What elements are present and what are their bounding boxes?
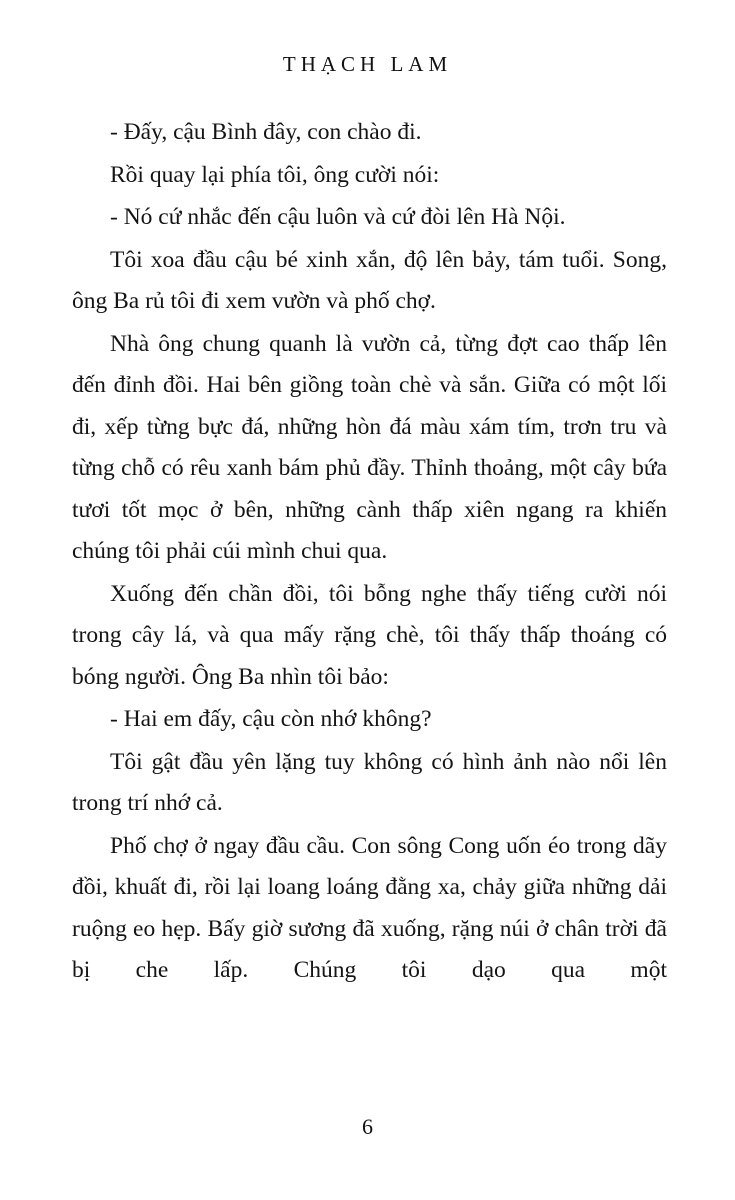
paragraph: Xuống đến chần đồi, tôi bỗng nghe thấy tiếng cười nói trong cây lá, và qua mấy rặng chè, tôi thấy thấp thoáng có bóng người. Ông Ba nhìn tôi bảo: [72, 580, 667, 690]
paragraph: Rồi quay lại phía tôi, ông cười nói: [110, 161, 440, 188]
paragraph: Tôi gật đầu yên lặng tuy không có hình ảnh nào nổi lên trong trí nhớ cả. [72, 748, 667, 816]
paragraph: Nhà ông chung quanh là vườn cả, từng đợt cao thấp lên đến đỉnh đồi. Hai bên giồng toàn chè và sắn. Giữa có một lối đi, xếp từng bực đá, những hòn đá màu xám tím, trơn tru và từng chỗ có rêu xanh bám phủ đầy. Thỉnh thoảng, một cây bứa tươi tốt mọc ở bên, những cành thấp xiên ngang ra khiến chúng tôi phải cúi mình chui qua. [72, 330, 667, 564]
running-head: THẠCH LAM [282, 52, 453, 76]
body-text [72, 112, 667, 1034]
paragraph: Phố chợ ở ngay đầu cầu. Con sông Cong uốn éo trong dãy đồi, khuất đi, rồi lại loang loáng đằng xa, chảy giữa những dải ruộng eo hẹp. Bấy giờ sương đã xuống, rặng núi ở chân trời đã bị che lấp. Chúng tôi dạo qua một [72, 832, 667, 983]
paragraph: - Nó cứ nhắc đến cậu luôn và cứ đòi lên Hà Nội. [110, 204, 566, 230]
paragraph: - Đấy, cậu Bình đây, con chào đi. [110, 119, 422, 145]
paragraph: Tôi xoa đầu cậu bé xinh xắn, độ lên bảy, tám tuổi. Song, ông Ba rủ tôi đi xem vườn và phố chợ. [72, 246, 667, 314]
paragraph: - Hai em đấy, cậu còn nhớ không? [110, 706, 432, 732]
page-number: 6 [362, 1114, 373, 1139]
